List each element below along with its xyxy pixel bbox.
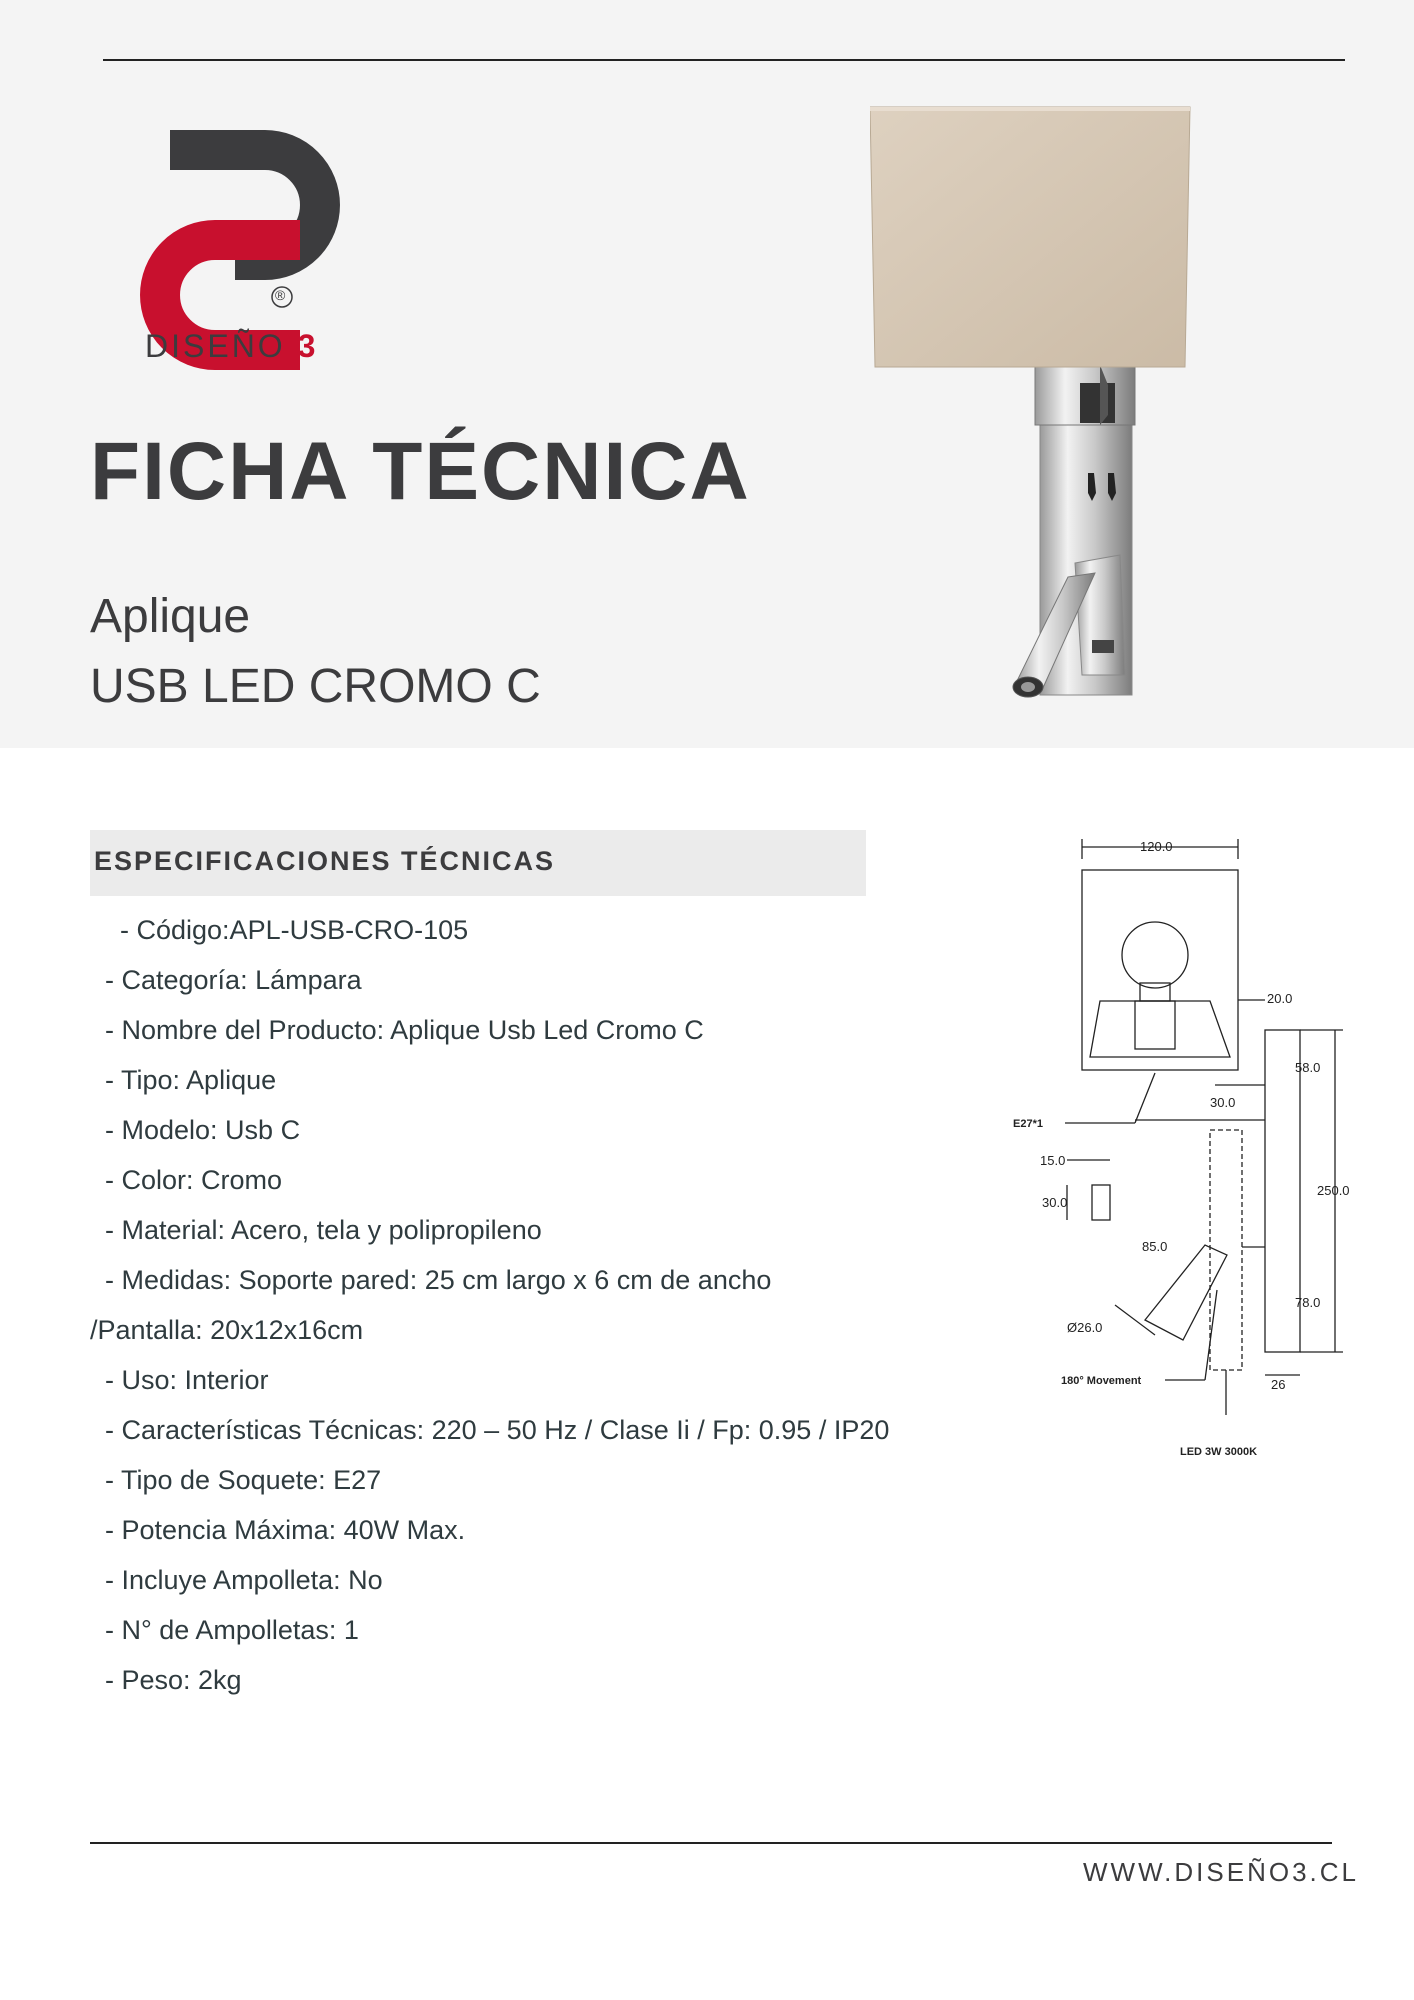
dim-58: 58.0: [1295, 1060, 1321, 1075]
dim-width: 120.0: [1140, 839, 1173, 854]
brand-name: [145, 328, 318, 365]
footer-rule: [90, 1842, 1332, 1844]
dim-78: 78.0: [1295, 1295, 1321, 1310]
top-rule: [103, 59, 1345, 61]
subtitle-line-2: USB LED CROMO C: [90, 660, 541, 713]
brand-name-number: 3: [297, 328, 319, 364]
dim-85: 85.0: [1142, 1239, 1168, 1254]
dim-30a: 30.0: [1210, 1095, 1236, 1110]
spec-item-material: - Material: Acero, tela y polipropileno: [90, 1215, 542, 1245]
website-link[interactable]: WWW.DISEÑO3.CL: [1083, 1857, 1360, 1887]
dim-26: 26: [1271, 1377, 1286, 1392]
product-photo: [870, 95, 1240, 705]
spec-item-code: - Código:APL-USB-CRO-105: [90, 915, 469, 945]
dim-height: 250.0: [1317, 1183, 1350, 1198]
spec-item-bulb-count: - N° de Ampolletas: 1: [90, 1615, 359, 1645]
specs-heading: ESPECIFICACIONES TÉCNICAS: [94, 846, 556, 876]
registered-mark: ®: [275, 287, 286, 303]
dim-30b: 30.0: [1042, 1195, 1068, 1210]
dim-diameter: Ø26.0: [1067, 1320, 1103, 1335]
dim-15: 15.0: [1040, 1153, 1066, 1168]
label-socket: E27*1: [1013, 1118, 1043, 1130]
dim-20: 20.0: [1267, 991, 1293, 1006]
label-led: LED 3W 3000K: [1180, 1446, 1258, 1458]
spec-item-color: - Color: Cromo: [90, 1165, 283, 1195]
page-title: FICHA TÉCNICA: [90, 426, 751, 517]
subtitle-line-1: Aplique: [90, 590, 251, 643]
technical-drawing: [1005, 835, 1360, 1470]
spec-item-category: - Categoría: Lámpara: [90, 965, 362, 995]
brand-name-text: DISEÑO: [145, 328, 298, 364]
spec-item-use: - Uso: Interior: [90, 1365, 269, 1395]
spec-item-bulb-included: - Incluye Ampolleta: No: [90, 1565, 383, 1595]
spec-item-dimensions: - Medidas: Soporte pared: 25 cm largo x 6 cm de ancho /Pantalla: 20x12x16cm: [90, 1265, 779, 1345]
product-subtitle: [90, 582, 541, 722]
spec-item-weight: - Peso: 2kg: [90, 1665, 242, 1695]
specs-list: [90, 905, 950, 1705]
spec-item-socket: - Tipo de Soquete: E27: [90, 1465, 382, 1495]
spec-item-model: - Modelo: Usb C: [90, 1115, 301, 1145]
spec-item-power: - Potencia Máxima: 40W Max.: [90, 1515, 466, 1545]
specs-heading-box: [90, 830, 866, 896]
spec-item-product-name: - Nombre del Producto: Aplique Usb Led Cromo C: [90, 1015, 704, 1045]
spec-item-technical: - Características Técnicas: 220 – 50 Hz / Clase Ii / Fp: 0.95 / IP20: [90, 1415, 890, 1445]
label-movement: 180° Movement: [1061, 1375, 1142, 1387]
spec-item-type: - Tipo: Aplique: [90, 1065, 277, 1095]
